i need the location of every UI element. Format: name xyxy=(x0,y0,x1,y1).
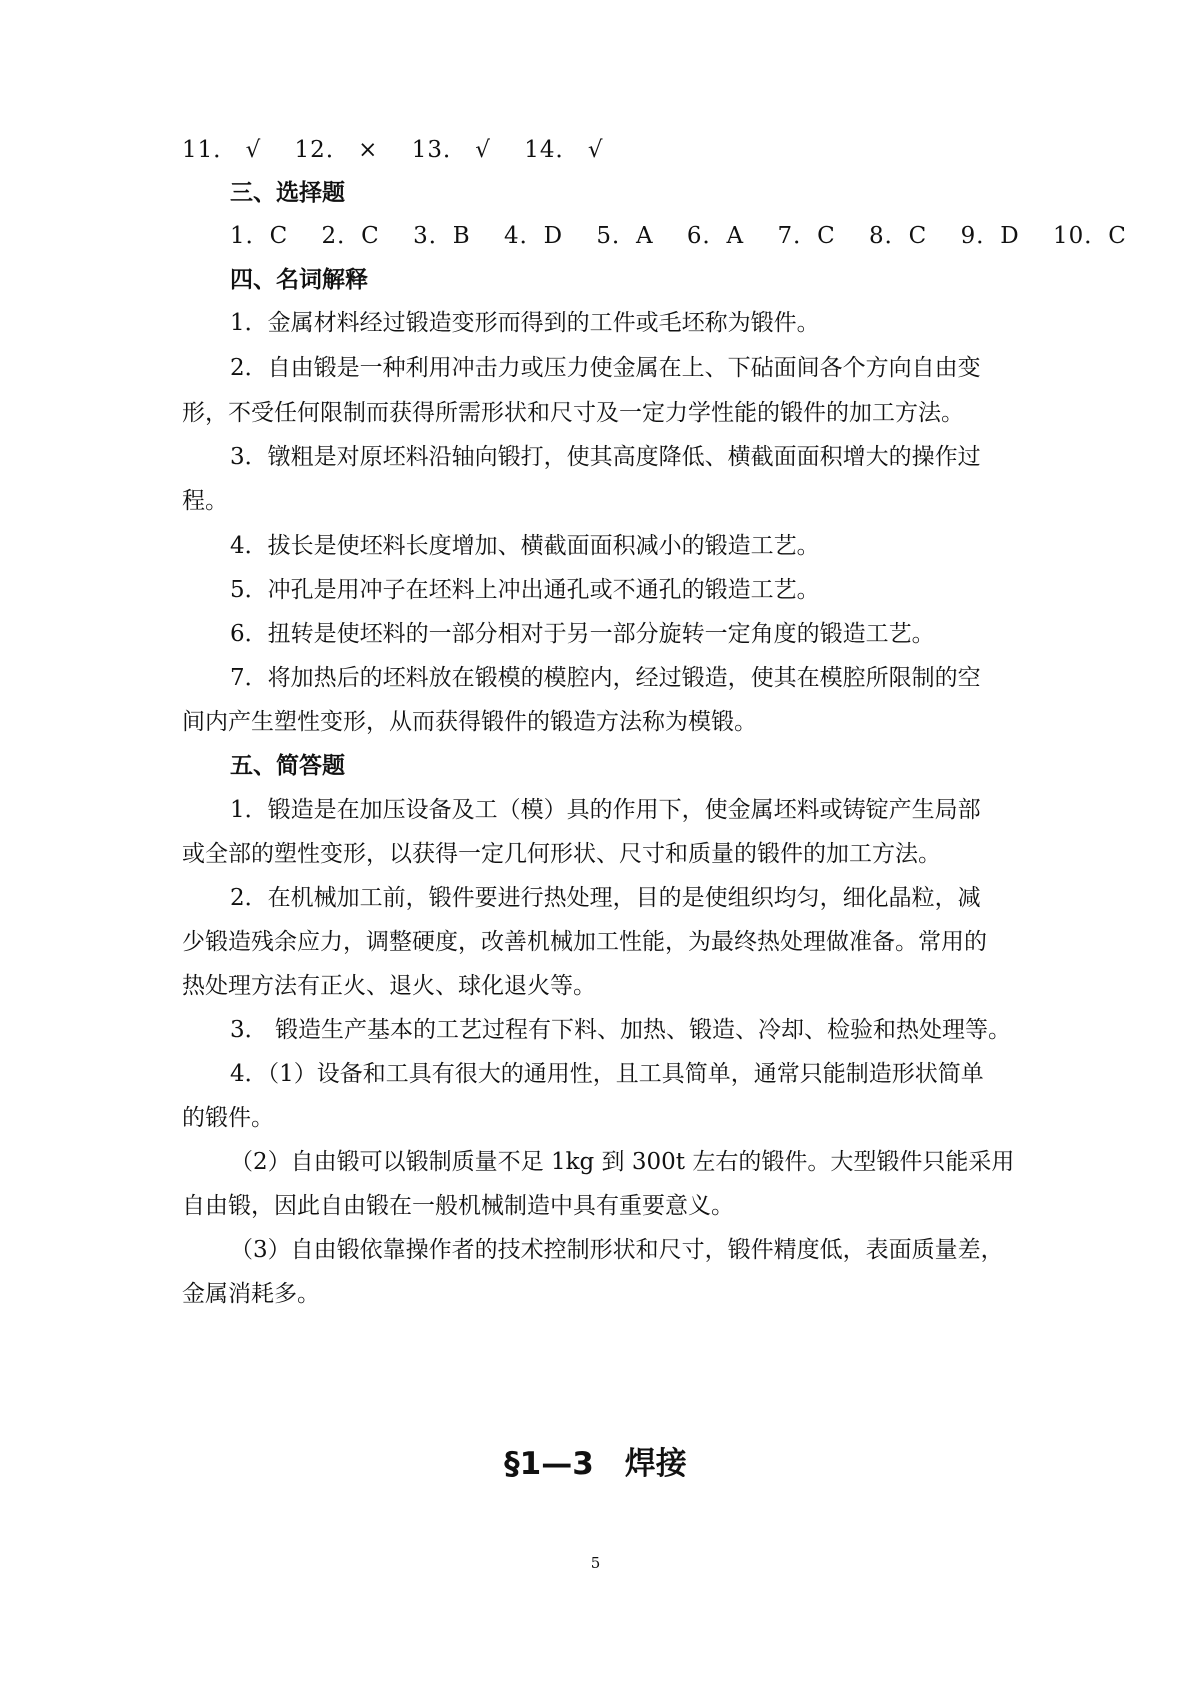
choice-answer: 9．D xyxy=(960,223,1020,249)
judgment-answers xyxy=(182,133,1022,167)
choice-answer: 4．D xyxy=(503,223,564,249)
choice-answer: 1．C xyxy=(230,223,289,249)
choice-answer: 10．C xyxy=(1052,223,1127,249)
paragraph-line: 金属消耗多。 xyxy=(182,1281,320,1307)
paragraph-line: 的锻件。 xyxy=(182,1105,274,1131)
paragraph-line: 形，不受任何限制而获得所需形状和尺寸及一定力学性能的锻件的加工方法。 xyxy=(182,400,964,426)
terms-heading: 四、名词解释 xyxy=(230,267,368,293)
short-answer-heading: 五、简答题 xyxy=(230,753,345,779)
section-title: §1—3 焊接 xyxy=(504,1446,687,1482)
paragraph-line: （2）自由锻可以锻制质量不足 1kg 到 300t 左右的锻件。大型锻件只能采用 xyxy=(230,1149,1015,1175)
paragraph-line: 少锻造残余应力，调整硬度，改善机械加工性能，为最终热处理做准备。常用的 xyxy=(182,929,987,955)
choice-answer: 3．B xyxy=(413,223,471,249)
choice-answer: 6．A xyxy=(686,223,745,249)
paragraph-line: 3． 锻造生产基本的工艺过程有下料、加热、锻造、冷却、检验和热处理等。 xyxy=(230,1017,1011,1043)
choice-heading: 三、选择题 xyxy=(230,180,345,206)
choice-answer: 8．C xyxy=(869,223,928,249)
choice-answer: 7．C xyxy=(777,223,836,249)
paragraph-line: 3．镦粗是对原坯料沿轴向锻打，使其高度降低、横截面面积增大的操作过 xyxy=(230,444,981,470)
paragraph-line: 热处理方法有正火、退火、球化退火等。 xyxy=(182,973,596,999)
paragraph-line: 1．金属材料经过锻造变形而得到的工件或毛坯称为锻件。 xyxy=(230,310,820,336)
choice-answers xyxy=(230,219,1127,253)
judgment-answer: 13． √ xyxy=(411,137,491,163)
judgment-answer: 11． √ xyxy=(182,137,262,163)
paragraph-line: 1．锻造是在加压设备及工（模）具的作用下，使金属坯料或铸锭产生局部 xyxy=(230,797,981,823)
paragraph-line: 5．冲孔是用冲子在坯料上冲出通孔或不通孔的锻造工艺。 xyxy=(230,577,820,603)
judgment-answer: 14． √ xyxy=(524,137,604,163)
paragraph-line: 6．扭转是使坯料的一部分相对于另一部分旋转一定角度的锻造工艺。 xyxy=(230,621,935,647)
paragraph-line: 2．自由锻是一种利用冲击力或压力使金属在上、下砧面间各个方向自由变 xyxy=(230,355,981,381)
paragraph-line: 2．在机械加工前，锻件要进行热处理，目的是使组织均匀，细化晶粒，减 xyxy=(230,885,981,911)
judgment-answer: 12． × xyxy=(294,137,379,163)
paragraph-line: 间内产生塑性变形，从而获得锻件的锻造方法称为模锻。 xyxy=(182,709,757,735)
choice-answer: 2．C xyxy=(321,223,380,249)
paragraph-line: （3）自由锻依靠操作者的技术控制形状和尺寸，锻件精度低，表面质量差， xyxy=(230,1237,1004,1263)
page-number: 5 xyxy=(590,1554,601,1572)
paragraph-line: 7．将加热后的坯料放在锻模的模腔内，经过锻造，使其在模腔所限制的空 xyxy=(230,665,981,691)
choice-answer: 5．A xyxy=(596,223,654,249)
paragraph-line: 程。 xyxy=(182,488,228,514)
paragraph-line: 或全部的塑性变形，以获得一定几何形状、尺寸和质量的锻件的加工方法。 xyxy=(182,841,941,867)
paragraph-line: 4．拔长是使坯料长度增加、横截面面积减小的锻造工艺。 xyxy=(230,533,820,559)
paragraph-line: 4．（1）设备和工具有很大的通用性，且工具简单，通常只能制造形状简单 xyxy=(230,1061,984,1087)
paragraph-line: 自由锻，因此自由锻在一般机械制造中具有重要意义。 xyxy=(182,1193,734,1219)
